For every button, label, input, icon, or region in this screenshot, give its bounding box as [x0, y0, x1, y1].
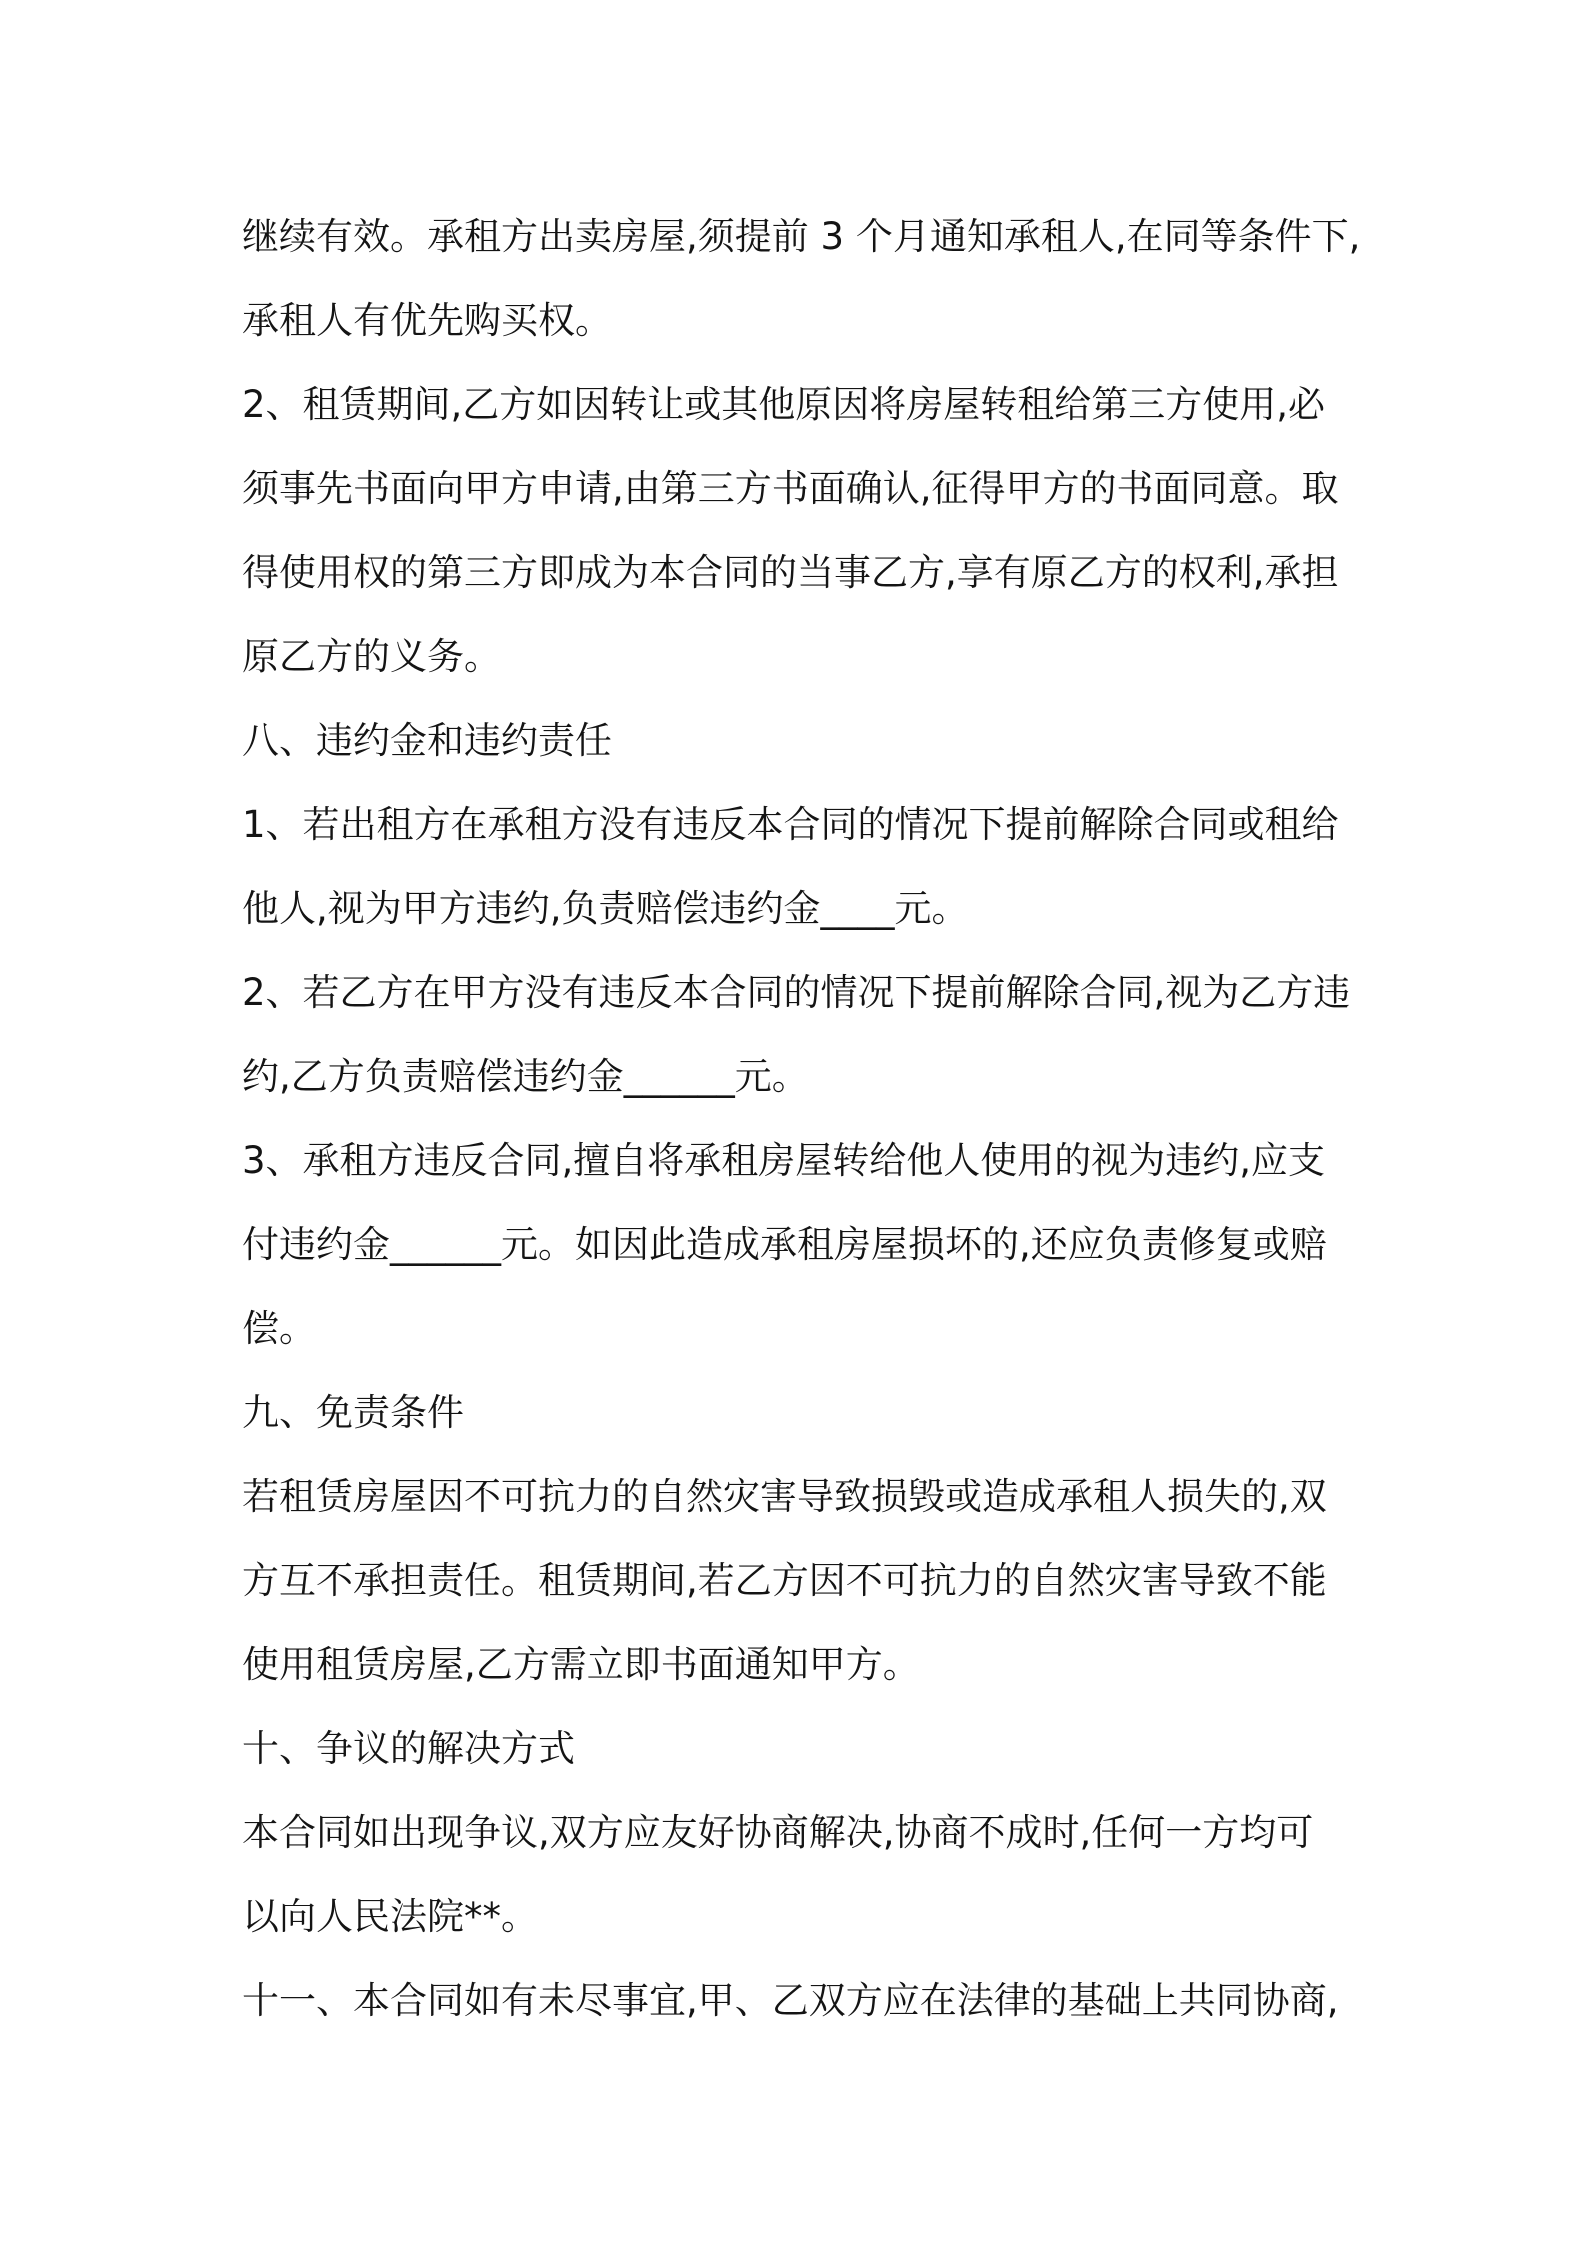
- heading-line: 九、免责条件: [242, 1391, 464, 1434]
- text-line: 承租人有优先购买权。: [242, 299, 612, 342]
- text-line: 继续有效。承租方出卖房屋,须提前 3 个月通知承租人,在同等条件下,: [242, 215, 1361, 258]
- text-line: 使用租赁房屋,乙方需立即书面通知甲方。: [242, 1643, 920, 1686]
- text-line: 方互不承担责任。租赁期间,若乙方因不可抗力的自然灾害导致不能: [242, 1559, 1327, 1602]
- paragraph-continuation: [242, 195, 1362, 363]
- text-line: 得使用权的第三方即成为本合同的当事乙方,享有原乙方的权利,承担: [242, 551, 1339, 594]
- text-line: 他人,视为甲方违约,负责赔偿违约金____元。: [242, 887, 969, 930]
- clause-sublet: [242, 363, 1362, 699]
- text-line: 1、若出租方在承租方没有违反本合同的情况下提前解除合同或租给: [242, 803, 1339, 846]
- heading-line: 八、违约金和违约责任: [242, 719, 612, 762]
- heading-line: 十、争议的解决方式: [242, 1727, 575, 1770]
- section-heading-dispute: [242, 1707, 1362, 1791]
- clause-lessor-breach: [242, 783, 1362, 951]
- text-line: 约,乙方负责赔偿违约金______元。: [242, 1055, 809, 1098]
- text-line: 原乙方的义务。: [242, 635, 501, 678]
- text-line: 偿。: [242, 1307, 316, 1350]
- clause-unauthorized-transfer: [242, 1119, 1362, 1371]
- text-line: 2、若乙方在甲方没有违反本合同的情况下提前解除合同,视为乙方违: [242, 971, 1351, 1014]
- text-line: 2、租赁期间,乙方如因转让或其他原因将房屋转租给第三方使用,必: [242, 383, 1326, 426]
- clause-dispute-resolution: [242, 1791, 1362, 1959]
- text-line: 须事先书面向甲方申请,由第三方书面确认,征得甲方的书面同意。取: [242, 467, 1339, 510]
- section-heading-penalty: [242, 699, 1362, 783]
- document-body: [242, 195, 1362, 2043]
- heading-line: 十一、本合同如有未尽事宜,甲、乙双方应在法律的基础上共同协商,: [242, 1979, 1339, 2022]
- section-heading-exemption: [242, 1371, 1362, 1455]
- text-line: 以向人民法院**。: [242, 1895, 538, 1938]
- section-heading-supplementary: [242, 1959, 1362, 2043]
- text-line: 本合同如出现争议,双方应友好协商解决,协商不成时,任何一方均可: [242, 1811, 1314, 1854]
- text-line: 付违约金______元。如因此造成承租房屋损坏的,还应负责修复或赔: [242, 1223, 1327, 1266]
- text-line: 若租赁房屋因不可抗力的自然灾害导致损毁或造成承租人损失的,双: [242, 1475, 1327, 1518]
- text-line: 3、承租方违反合同,擅自将承租房屋转给他人使用的视为违约,应支: [242, 1139, 1326, 1182]
- clause-force-majeure: [242, 1455, 1362, 1707]
- clause-lessee-breach: [242, 951, 1362, 1119]
